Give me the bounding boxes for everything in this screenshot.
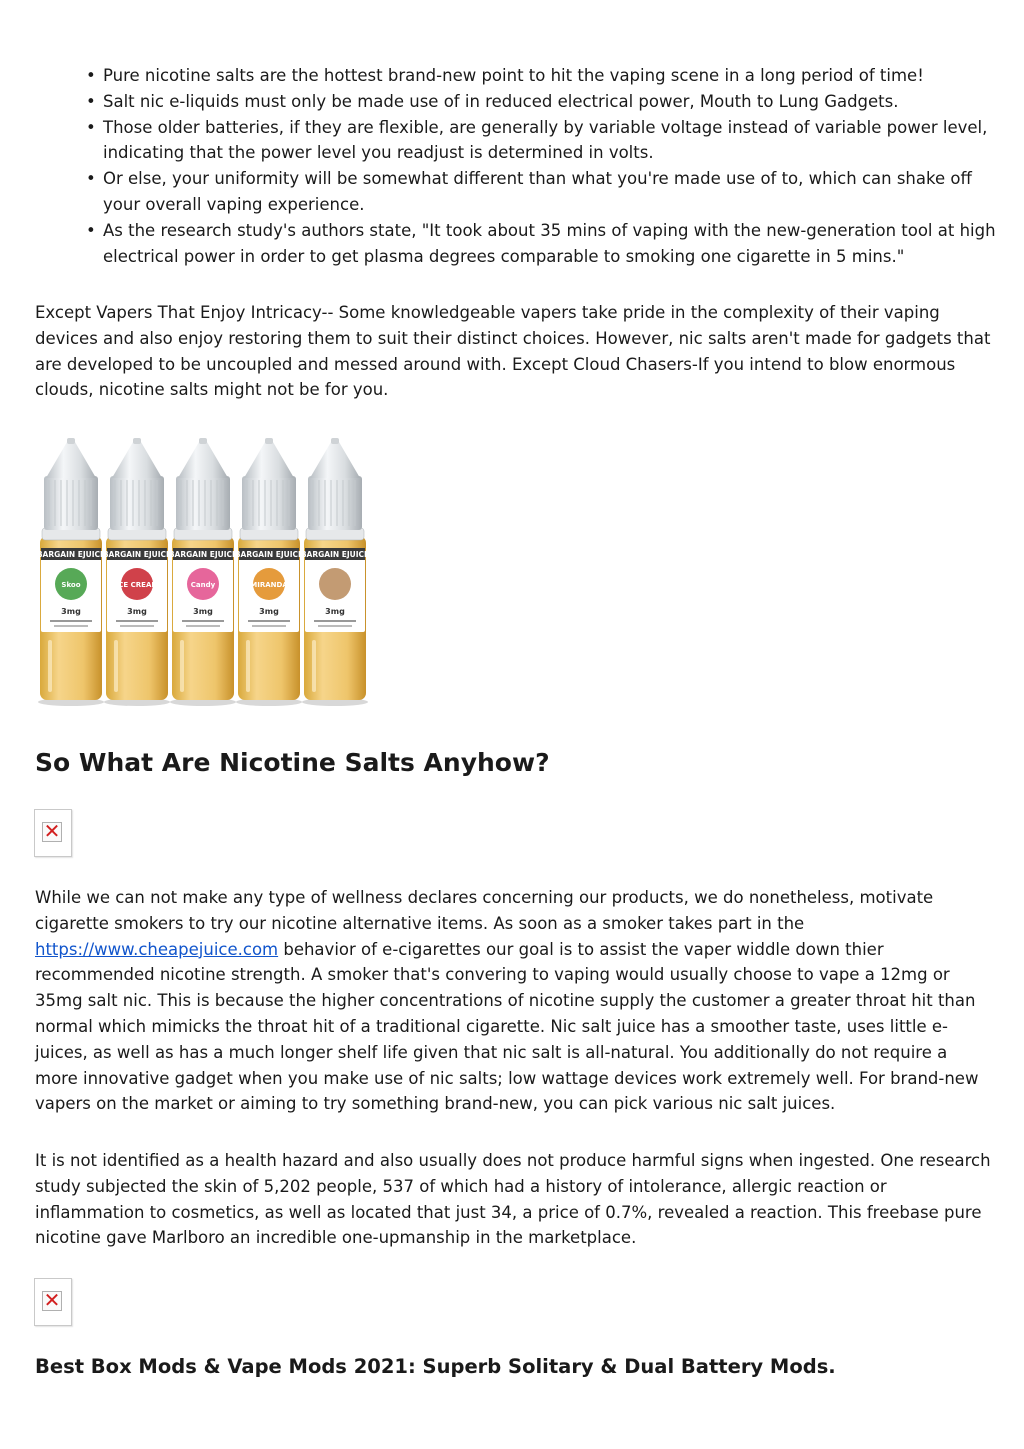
product-bottles-image <box>34 436 380 708</box>
bottle-flavor-label: MIRANDA <box>250 581 288 589</box>
bottle-flavor-label: ICE CREAM <box>115 581 159 589</box>
body-text-before-link: While we can not make any type of wellness declares concerning our products, we do nonetheless, motivate cigarette smokers to try our nicotine alternative items. As soon as a smoker takes part in the <box>35 888 934 933</box>
bottle-flavor-label: Candy <box>190 581 216 589</box>
bottle-strength-label: 3mg <box>193 607 213 616</box>
bullet-list <box>86 63 996 269</box>
bottle-brand-label: BARGAIN EJUICE <box>300 550 370 559</box>
broken-image-icon: ✕ <box>43 1288 61 1312</box>
section-heading: So What Are Nicotine Salts Anyhow? <box>35 748 550 777</box>
bottle <box>301 438 369 706</box>
body-paragraph <box>35 885 995 1117</box>
bottle-strength-label: 3mg <box>325 607 345 616</box>
broken-image-icon: ✕ <box>43 819 61 843</box>
bottle-strength-label: 3mg <box>127 607 147 616</box>
bullet-item: • Or else, your uniformity will be somewhat different than what you're made use of to, which can shake off your overall vaping experience. <box>86 166 996 218</box>
second-paragraph: It is not identified as a health hazard and also usually does not produce harmful signs when ingested. One research study subjected the skin of 5,202 people, 537 of which had a history of intolerance, allergic reaction or inflammation to cosmetics, as well as located that just 34, a price of 0.7%, revealed a reaction. This freebase pure nicotine gave Marlboro an incredible one-upmanship in the marketplace. <box>35 1151 991 1248</box>
broken-image-placeholder <box>34 1278 72 1326</box>
bottle <box>235 438 303 706</box>
bottle-brand-label: BARGAIN EJUICE <box>36 550 106 559</box>
bottle-strength-label: 3mg <box>61 607 81 616</box>
bullet-item: • As the research study's authors state, "It took about 35 mins of vaping with the new-generation tool at high electrical power in order to get plasma degrees comparable to smoking one cigarette in 5 mins." <box>86 218 996 270</box>
subheading: Best Box Mods & Vape Mods 2021: Superb Solitary & Dual Battery Mods. <box>35 1355 836 1378</box>
bottle <box>169 438 237 706</box>
body-text-after-link: behavior of e-cigarettes our goal is to assist the vaper widdle down thier recommended nicotine strength. A smoker that's convering to vaping would usually choose to vape a 12mg or 35mg salt nic. This is because the higher concentrations of nicotine supply the customer a greater throat hit than normal which mimicks the throat hit of a traditional cigarette. Nic salt juice has a smoother taste, uses little e-juices, as well as has a much longer shelf life given that nic salt is all-natural. You additionally do not require a more innovative gadget when you make use of nic salts; low wattage devices work extremely well. For brand-new vapers on the market or aiming to try something brand-new, you can pick various nic salt juices. <box>35 939 979 1114</box>
bottle-strength-label: 3mg <box>259 607 279 616</box>
bottle-brand-label: BARGAIN EJUICE <box>102 550 172 559</box>
bottle <box>103 438 171 706</box>
bullet-item: • Pure nicotine salts are the hottest brand-new point to hit the vaping scene in a long period of time! <box>86 63 996 89</box>
bottle-brand-label: BARGAIN EJUICE <box>234 550 304 559</box>
bottle <box>37 438 105 706</box>
bullet-item: • Salt nic e-liquids must only be made use of in reduced electrical power, Mouth to Lung Gadgets. <box>86 89 996 115</box>
intro-paragraph: Except Vapers That Enjoy Intricacy-- Some knowledgeable vapers take pride in the complexity of their vaping devices and also enjoy restoring them to suit their distinct choices. However, nic salts aren't made for gadgets that are developed to be uncoupled and messed around with. Except Cloud Chasers-If you intend to blow enormous clouds, nicotine salts might not be for you. <box>35 303 991 400</box>
bottle-brand-label: BARGAIN EJUICE <box>168 550 238 559</box>
broken-image-placeholder <box>34 809 72 857</box>
bullet-item: • Those older batteries, if they are flexible, are generally by variable voltage instead of variable power level, indicating that the power level you readjust is determined in volts. <box>86 115 996 167</box>
cheapejuice-link[interactable]: https://www.cheapejuice.com <box>35 939 279 959</box>
bottle-flavor-label: Skoo <box>61 581 81 589</box>
